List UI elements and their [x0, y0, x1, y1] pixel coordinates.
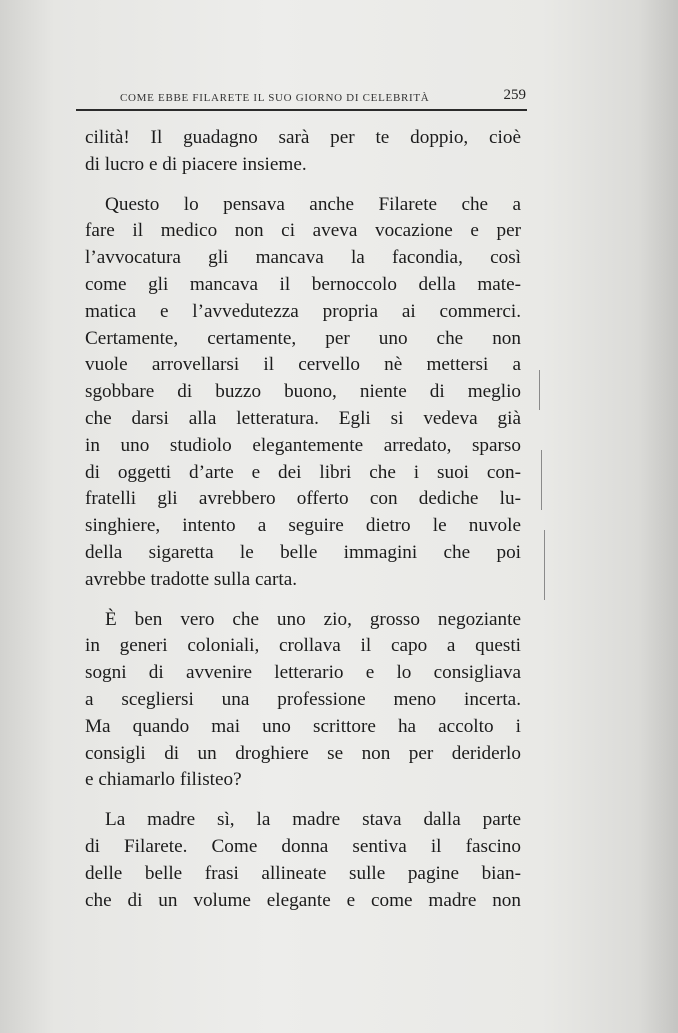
text-line: che di un volume elegante e come madre non — [85, 889, 521, 911]
text-line: sgobbare di buzzo buono, niente di meglio — [85, 381, 521, 403]
paragraph — [85, 125, 521, 179]
text-line: avrebbe tradotte sulla carta. — [85, 568, 298, 590]
page-header — [82, 80, 526, 104]
text-line: che darsi alla letteratura. Egli si vedeva già — [85, 407, 521, 429]
text-line: cilità! Il guadagno sarà per te doppio, cioè — [85, 127, 521, 148]
text-line: singhiere, intento a seguire dietro le nuvole — [85, 515, 521, 537]
paragraph — [85, 607, 521, 795]
text-line: come gli mancava il bernoccolo della mate- — [85, 273, 521, 295]
text-line: fratelli gli avrebbero offerto con dediche lu- — [85, 488, 521, 510]
running-title: COME EBBE FILARETE IL SUO GIORNO DI CELEBRITÀ — [120, 92, 430, 104]
text-line: di lucro e di piacere insieme. — [85, 153, 307, 175]
text-line: Questo lo pensava anche Filarete che a — [105, 193, 521, 215]
text-line: consigli di un droghiere se non per deriderlo — [85, 742, 521, 764]
body-text — [85, 125, 521, 927]
text-line: di Filarete. Come donna sentiva il fascino — [85, 835, 521, 857]
text-line: fare il medico non ci aveva vocazione e per — [85, 220, 521, 242]
scan-shadow — [638, 0, 678, 1033]
text-line: in generi coloniali, crollava il capo a questi — [85, 635, 521, 657]
paragraph — [85, 807, 521, 914]
text-line: in uno studiolo elegantemente arredato, sparso — [85, 434, 521, 456]
text-line: vuole arrovellarsi il cervello nè mettersi a — [85, 354, 521, 376]
text-line: La madre sì, la madre stava dalla parte — [105, 809, 521, 831]
text-line: e chiamarlo filisteo? — [85, 769, 242, 791]
text-line: di oggetti d’arte e dei libri che i suoi con- — [85, 461, 521, 483]
text-line: È ben vero che uno zio, grosso negoziante — [105, 608, 521, 630]
text-line: matica e l’avvedutezza propria ai commerci. — [85, 300, 521, 322]
paragraph — [85, 192, 521, 594]
text-line: Ma quando mai uno scrittore ha accolto i — [85, 715, 521, 737]
text-line: delle belle frasi allineate sulle pagine bian- — [85, 862, 521, 884]
text-line: a scegliersi una professione meno incerta. — [85, 688, 521, 710]
margin-pencil-marks — [536, 360, 552, 620]
text-line: della sigaretta le belle immagini che poi — [85, 541, 521, 563]
text-line: l’avvocatura gli mancava la facondia, così — [85, 247, 521, 269]
text-line: Certamente, certamente, per uno che non — [85, 327, 521, 349]
page-number: 259 — [503, 87, 526, 103]
text-line: sogni di avvenire letterario e lo consigliava — [85, 662, 521, 684]
header-rule — [76, 109, 527, 111]
